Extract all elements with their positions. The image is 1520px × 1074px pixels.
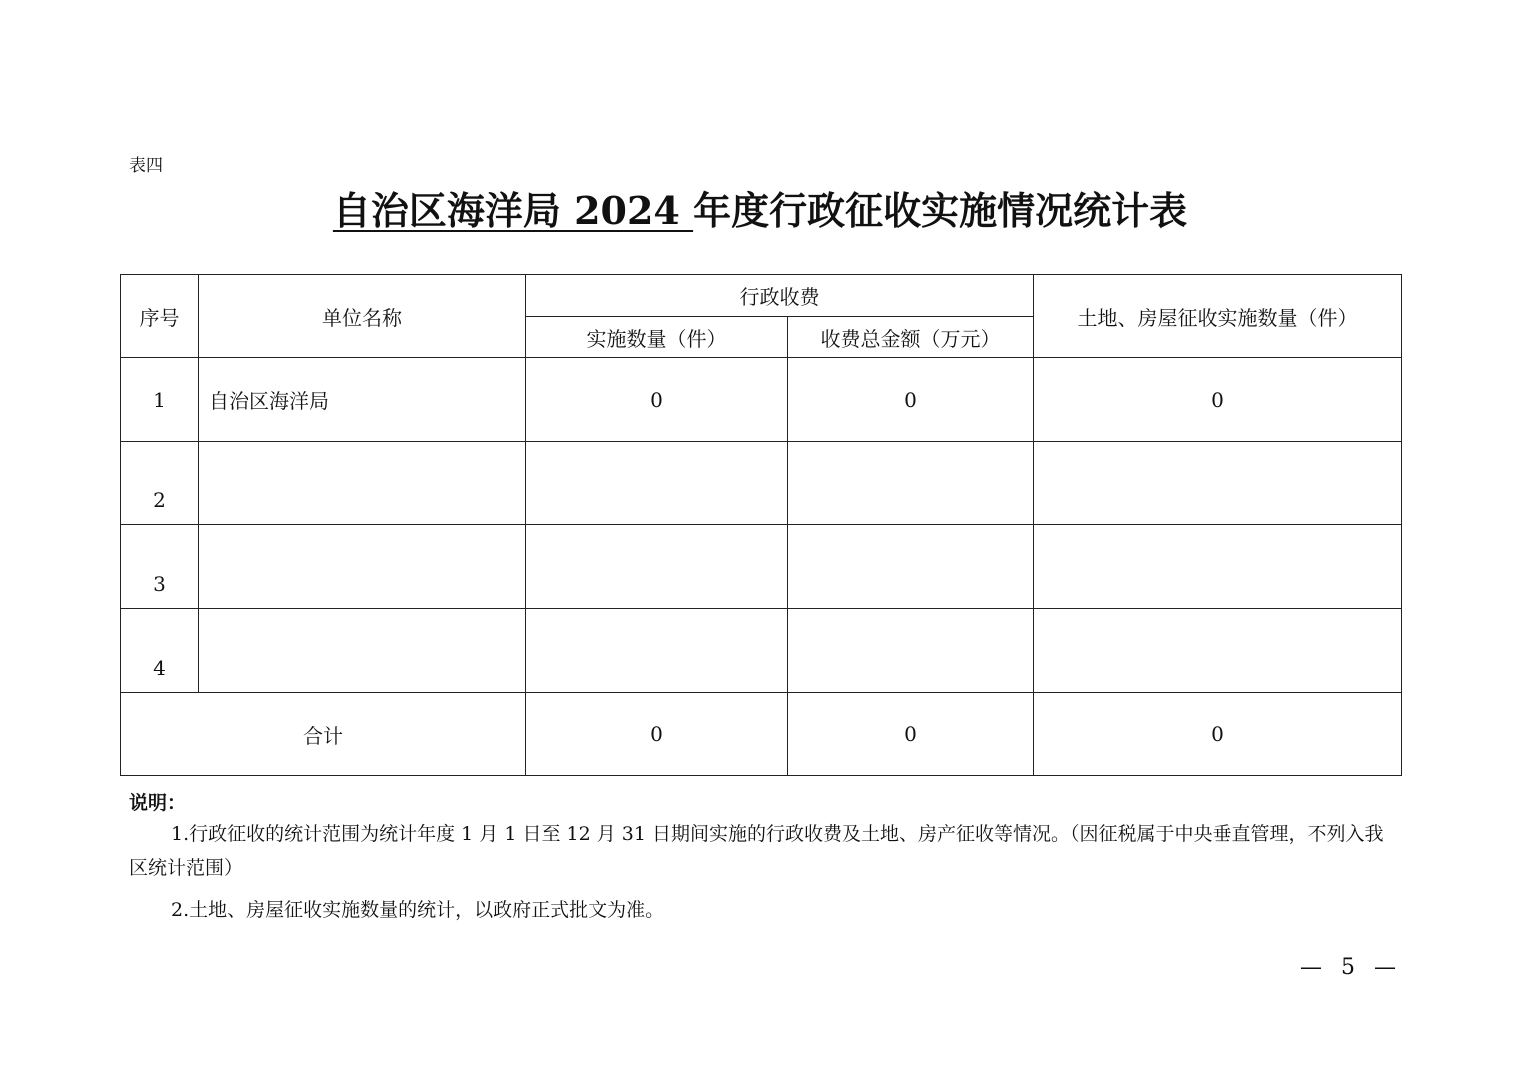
header-row-1 <box>121 275 1402 317</box>
row-land <box>1034 525 1402 609</box>
row-seq: 4 <box>121 609 199 693</box>
row-unit: 自治区海洋局 <box>199 358 526 442</box>
notes-heading: 说明： <box>129 792 187 814</box>
row-amount: 0 <box>788 358 1034 442</box>
statistics-table <box>120 274 1402 776</box>
row-amount <box>788 442 1034 525</box>
page-number: — 5 — <box>1300 955 1402 980</box>
total-amount: 0 <box>788 693 1034 776</box>
row-amount <box>788 525 1034 609</box>
total-row <box>121 693 1402 776</box>
note-item-1: 1.行政征收的统计范围为统计年度 1 月 1 日至 12 月 31 日期间实施的行政收费及土地、房产征收等情况。（因征税属于中央垂直管理，不列入我区统计范围） <box>129 823 1384 879</box>
row-seq: 2 <box>121 442 199 525</box>
total-count: 0 <box>526 693 788 776</box>
header-amount: 收费总金额（万元） <box>788 317 1034 358</box>
total-land: 0 <box>1034 693 1402 776</box>
header-unit-name: 单位名称 <box>199 275 526 358</box>
row-unit <box>199 525 526 609</box>
header-land-house: 土地、房屋征收实施数量（件） <box>1034 275 1402 358</box>
table-label: 表四 <box>129 156 163 176</box>
row-count: 0 <box>526 358 788 442</box>
table-row <box>121 609 1402 693</box>
row-count <box>526 609 788 693</box>
row-count <box>526 442 788 525</box>
note-item-2: 2.土地、房屋征收实施数量的统计，以政府正式批文为准。 <box>171 899 665 921</box>
row-land <box>1034 609 1402 693</box>
row-amount <box>788 609 1034 693</box>
table-row <box>121 525 1402 609</box>
total-label: 合计 <box>121 693 526 776</box>
row-seq: 3 <box>121 525 199 609</box>
header-count: 实施数量（件） <box>526 317 788 358</box>
row-unit <box>199 609 526 693</box>
row-seq: 1 <box>121 358 199 442</box>
row-land <box>1034 442 1402 525</box>
document-title <box>0 180 1520 235</box>
header-admin-fee: 行政收费 <box>526 275 1034 317</box>
title-underlined-part: 自治区海洋局 2024 <box>332 188 694 233</box>
row-unit <box>199 442 526 525</box>
table-row <box>121 358 1402 442</box>
title-rest: 年度行政征收实施情况统计表 <box>693 188 1188 233</box>
row-land: 0 <box>1034 358 1402 442</box>
header-seq: 序号 <box>121 275 199 358</box>
table-row <box>121 442 1402 525</box>
row-count <box>526 525 788 609</box>
